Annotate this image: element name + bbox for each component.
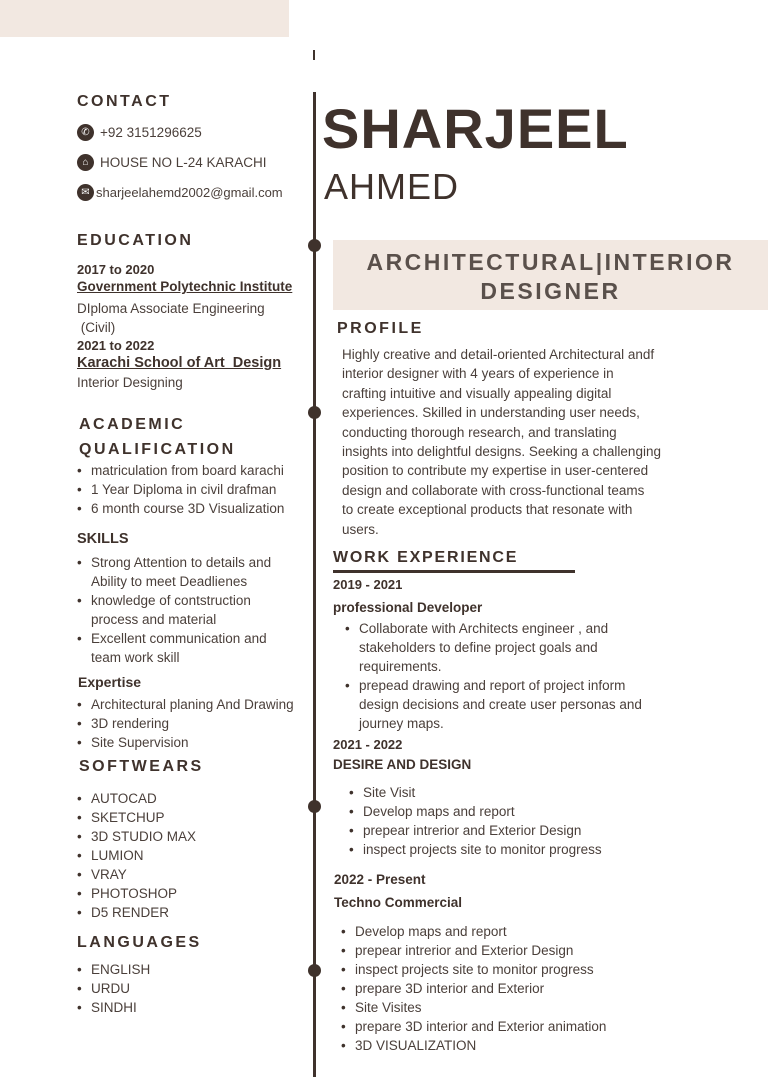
job-duties — [348, 783, 748, 859]
education-heading: EDUCATION — [77, 232, 194, 249]
list-item — [76, 629, 311, 667]
work-heading-underline — [333, 570, 575, 573]
edu-school: Karachi School of Art Design — [77, 355, 282, 371]
list-item: • Site Supervision — [76, 733, 316, 752]
job-role: DESIRE AND DESIGN — [333, 757, 472, 772]
skill-line: knowledge of contstruction — [91, 593, 251, 608]
timeline-dot — [308, 239, 321, 252]
list-item: • SINDHI — [76, 998, 276, 1017]
languages-heading: LANGUAGES — [77, 934, 202, 951]
profile-text — [342, 345, 752, 539]
list-item — [344, 619, 754, 676]
duty-line: journey maps. — [359, 716, 444, 731]
list-item: • Develop maps and report — [340, 922, 750, 941]
name-first: SHARJEEL — [322, 97, 629, 160]
list-item: • inspect projects site to monitor progress — [340, 960, 750, 979]
mail-icon: ✉ — [77, 184, 94, 201]
list-item: • prepear intrerior and Exterior Design — [340, 941, 750, 960]
list-item: • prepare 3D interior and Exterior — [340, 979, 750, 998]
email-text[interactable]: sharjeelahemd2002@gmail.com — [96, 185, 283, 200]
list-item: • LUMION — [76, 846, 296, 865]
list-item — [76, 591, 311, 629]
list-item: • SKETCHUP — [76, 808, 296, 827]
list-item: • 3D VISUALIZATION — [340, 1036, 750, 1055]
profile-line: Highly creative and detail-oriented Architectural andf — [342, 347, 655, 362]
academic-heading — [79, 412, 236, 462]
job-title-line1: ARCHITECTURAL|INTERIOR — [366, 249, 735, 275]
list-item: • Architectural planing And Drawing — [76, 695, 316, 714]
skills-list — [76, 553, 311, 667]
job-role: professional Developer — [333, 600, 483, 615]
academic-list — [76, 461, 316, 518]
edu-years: 2017 to 2020 — [77, 262, 155, 277]
list-item: • PHOTOSHOP — [76, 884, 296, 903]
skill-line: Excellent communication and — [91, 631, 267, 646]
expertise-list — [76, 695, 316, 752]
list-item: • Develop maps and report — [348, 802, 748, 821]
contact-heading: CONTACT — [77, 93, 172, 110]
languages-list — [76, 960, 276, 1017]
list-item: • Site Visit — [348, 783, 748, 802]
duty-line: design decisions and create user personas and — [359, 697, 642, 712]
job-title — [333, 240, 768, 306]
edu-school: Government Polytechnic Institute — [77, 279, 293, 294]
list-item — [344, 676, 754, 733]
list-item: • 3D rendering — [76, 714, 316, 733]
job-period: 2022 - Present — [334, 872, 426, 887]
edu-detail: (Civil) — [77, 320, 116, 335]
list-item: • Site Visites — [340, 998, 750, 1017]
contact-phone — [77, 124, 202, 141]
academic-heading-1: ACADEMIC — [79, 416, 186, 433]
timeline-dot — [308, 964, 321, 977]
list-item: • AUTOCAD — [76, 789, 296, 808]
phone-text: +92 3151296625 — [100, 125, 202, 140]
edu-detail: Interior Designing — [77, 375, 183, 390]
contact-email — [77, 184, 283, 201]
timeline-dot — [308, 800, 321, 813]
softwares-heading: SOFTWEARS — [79, 758, 204, 775]
name-last: AHMED — [324, 166, 460, 207]
profile-heading: PROFILE — [337, 320, 424, 337]
education-section — [77, 261, 312, 392]
profile-line: crafting intuitive and visually appealing digital — [342, 385, 612, 401]
job-period: 2019 - 2021 — [333, 577, 403, 592]
edu-years: 2021 to 2022 — [77, 338, 155, 353]
profile-line: to create exceptional products that resonate with — [342, 502, 633, 518]
list-item: • prepare 3D interior and Exterior animation — [340, 1017, 750, 1036]
job-duties — [344, 619, 754, 733]
list-item: • matriculation from board karachi — [76, 461, 316, 480]
address-text: HOUSE NO L-24 KARACHI — [100, 155, 267, 170]
list-item — [76, 553, 311, 591]
timeline-dot — [308, 406, 321, 419]
list-item: • VRAY — [76, 865, 296, 884]
duty-line: stakeholders to define project goals and — [359, 640, 598, 655]
skill-line: Strong Attention to details and — [91, 555, 272, 570]
academic-heading-2: QUALIFICATION — [79, 441, 236, 458]
profile-line: insights into delightful designs. Seeking a challenging — [342, 444, 661, 460]
job-role: Techno Commercial — [334, 895, 463, 910]
contact-address — [77, 154, 267, 171]
list-item: • 6 month course 3D Visualization — [76, 499, 316, 518]
title-banner — [333, 240, 768, 310]
skill-line: team work skill — [91, 650, 180, 665]
profile-line: conducting thorough research, and translating — [342, 424, 617, 440]
skills-heading: SKILLS — [77, 531, 129, 547]
list-item: • URDU — [76, 979, 276, 998]
list-item: • 3D STUDIO MAX — [76, 827, 296, 846]
expertise-heading: Expertise — [78, 674, 142, 690]
skill-line: Ability to meet Deadlienes — [91, 574, 248, 589]
duty-line: Collaborate with Architects engineer , and — [359, 621, 609, 636]
job-duties — [340, 922, 750, 1055]
list-item: • 1 Year Diploma in civil drafman — [76, 480, 316, 499]
profile-line: users. — [342, 521, 379, 537]
phone-icon: ✆ — [77, 124, 94, 141]
softwares-list — [76, 789, 296, 922]
skill-line: process and material — [91, 612, 217, 627]
top-tick — [313, 50, 315, 60]
job-period: 2021 - 2022 — [333, 737, 403, 752]
edu-detail: DIploma Associate Engineering — [77, 301, 265, 316]
home-icon: ⌂ — [77, 154, 94, 171]
list-item: • inspect projects site to monitor progress — [348, 840, 748, 859]
duty-line: requirements. — [359, 659, 442, 674]
top-band — [0, 0, 289, 37]
profile-line: design and collaborate with cross-functional teams — [342, 482, 645, 498]
profile-line: experiences. Skilled in understanding user needs, — [342, 405, 640, 421]
list-item: • prepear intrerior and Exterior Design — [348, 821, 748, 840]
work-heading: WORK EXPERIENCE — [333, 549, 519, 566]
job-title-line2: DESIGNER — [480, 278, 621, 304]
profile-line: position to contribute my expertise in user-centered — [342, 463, 649, 479]
duty-line: prepead drawing and report of project inform — [359, 678, 626, 693]
list-item: • ENGLISH — [76, 960, 276, 979]
profile-line: interior designer with 4 years of experience in — [342, 366, 614, 382]
list-item: • D5 RENDER — [76, 903, 296, 922]
